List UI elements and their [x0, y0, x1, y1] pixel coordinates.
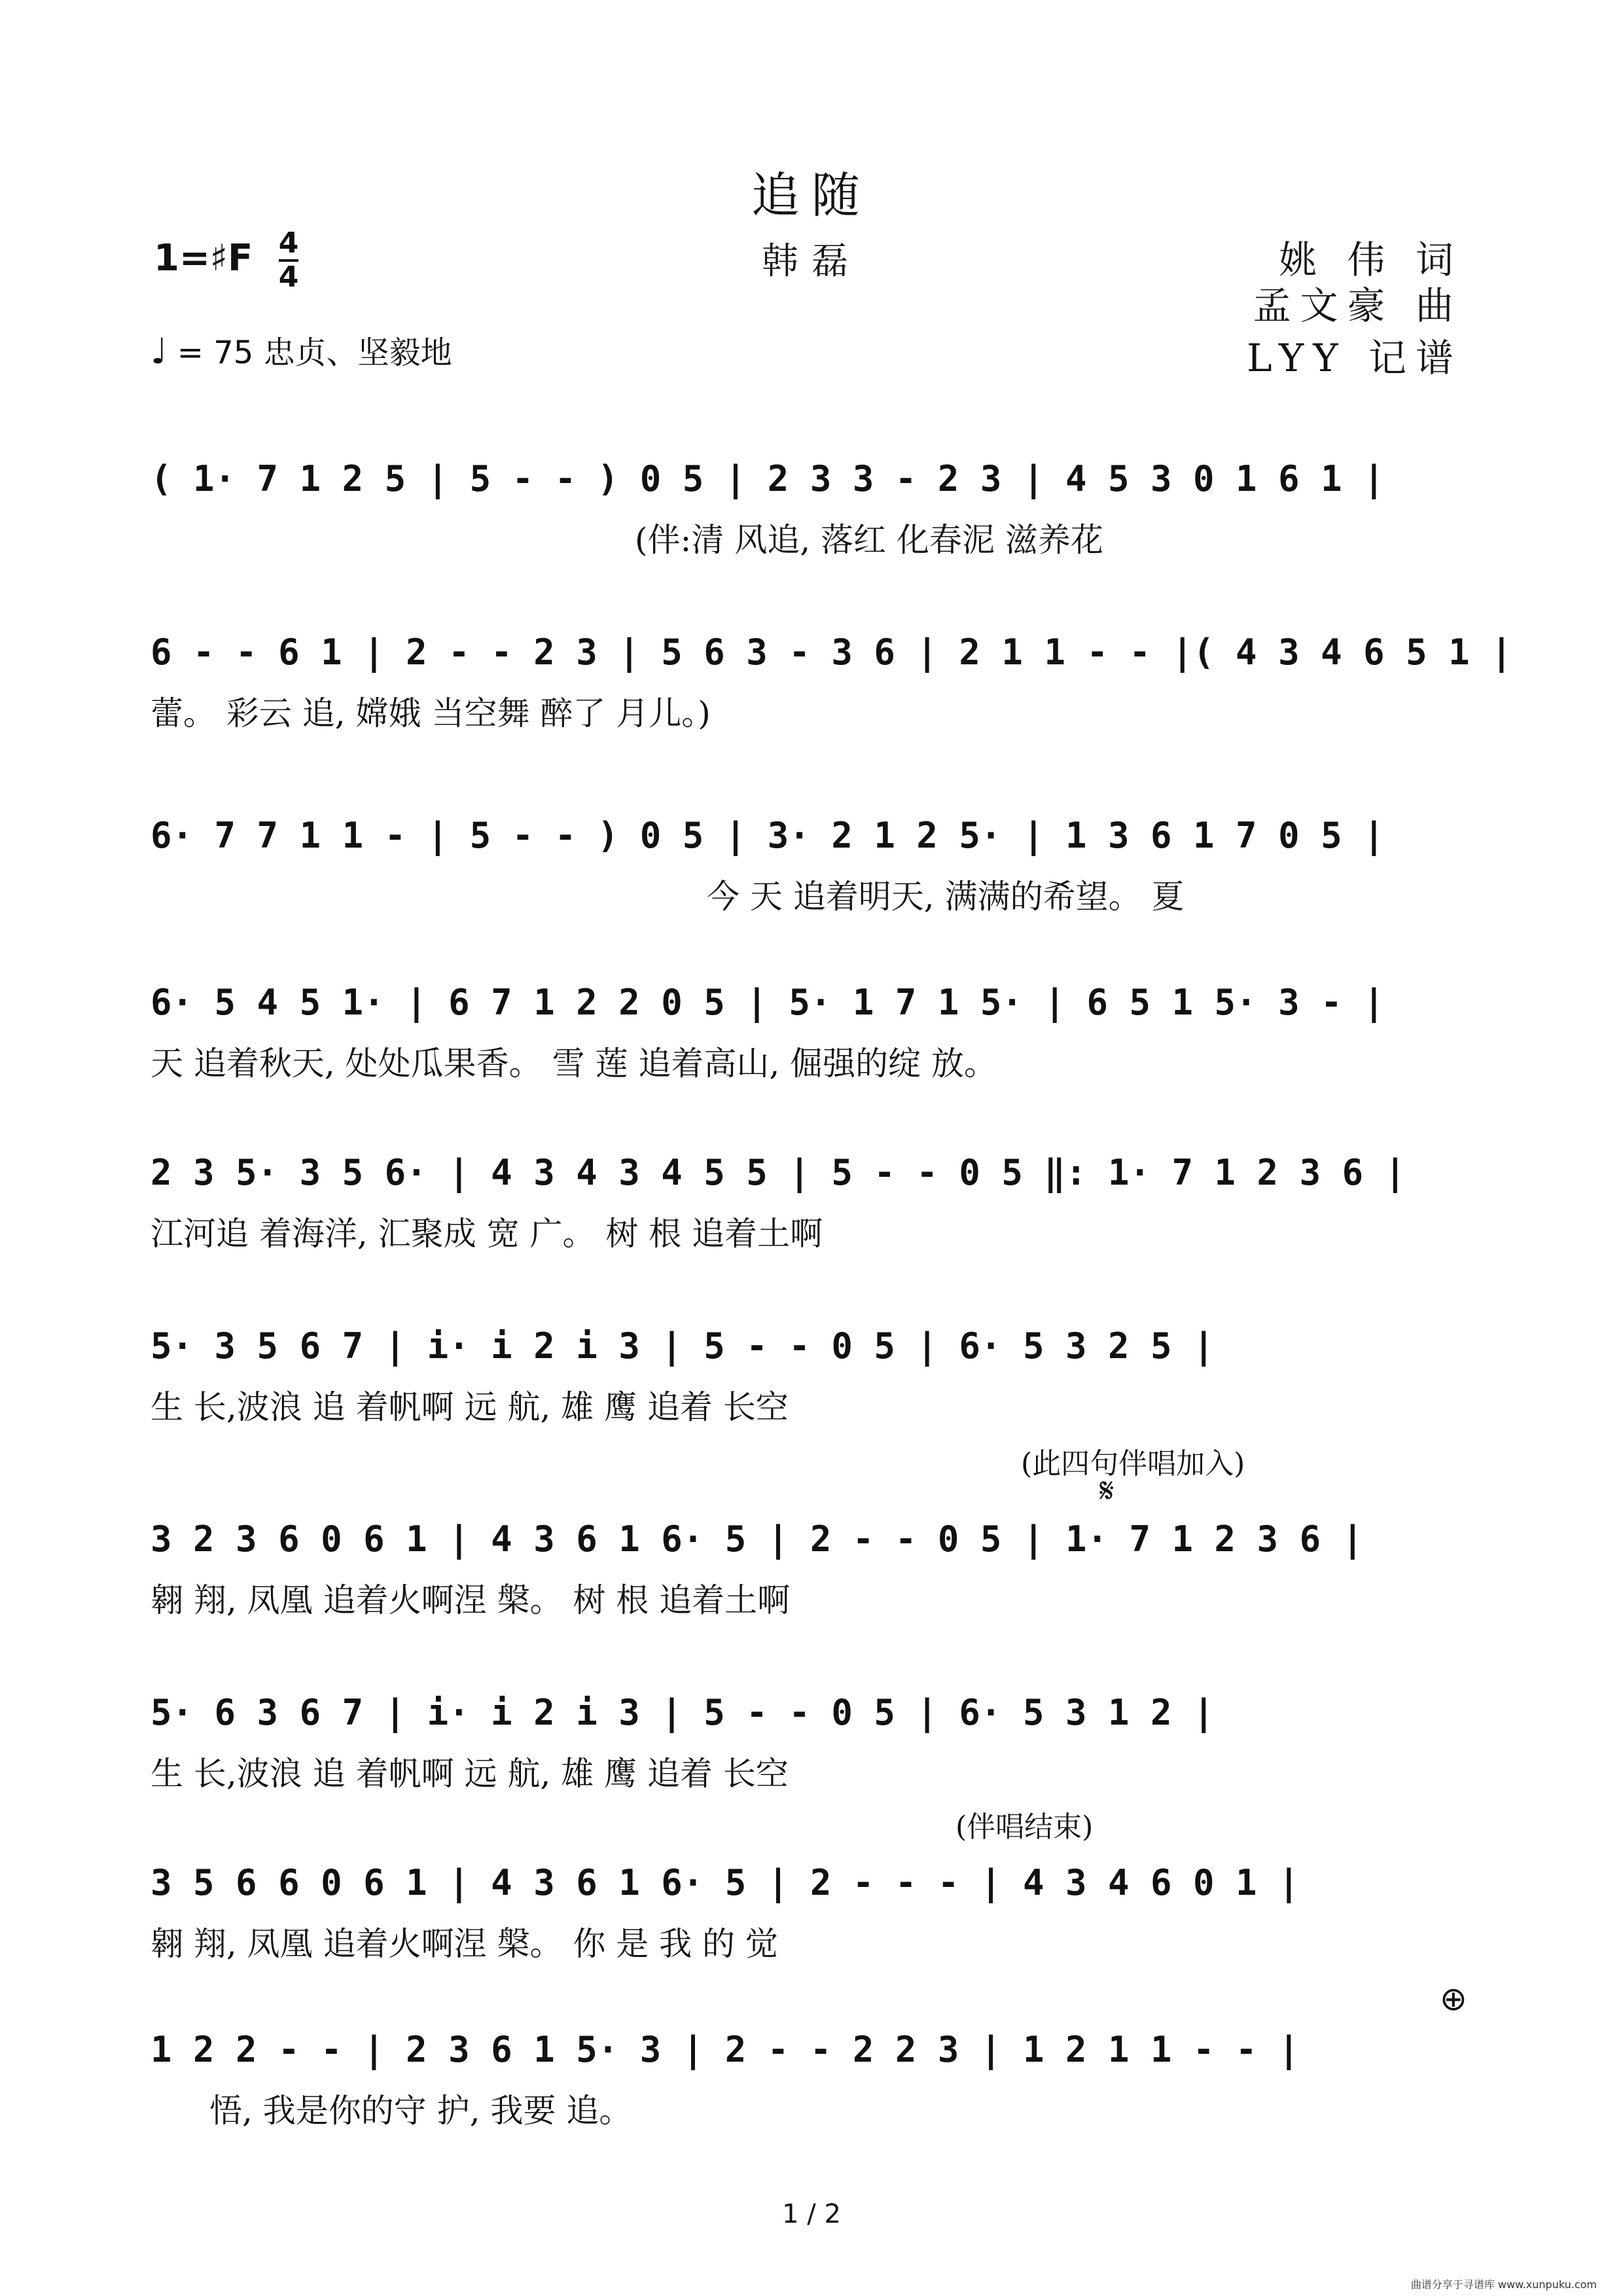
- notation-line: ( 1· 7 1 2 5 | 5 - - ) 0 5 | 2 3 3 - 2 3 | 4 5 3 0 1 6 1 |: [151, 458, 1385, 499]
- lyric-line: (伴:清 风追, 落红 化春泥 滋养花: [635, 521, 1103, 559]
- footer-watermark: 曲谱分享于寻谱库 www.xunpuku.com: [1410, 2278, 1597, 2291]
- notation-line: 6· 7 7 1 1 - | 5 - - ) 0 5 | 3· 2 1 2 5· | 1 3 6 1 7 0 5 |: [151, 815, 1385, 856]
- score-row-4: [151, 982, 1479, 1085]
- tempo-marking: [151, 327, 452, 372]
- notation-line: 5· 3 5 6 7 | i· i 2 i 3 | 5 - - 0 5 | 6· 5 3 2 5 |: [151, 1325, 1215, 1367]
- time-top: 4: [278, 226, 299, 260]
- notation-line: 2 3 5· 3 5 6· | 4 3 4 3 4 5 5 | 5 - - 0 5 ‖: 1· 7 1 2 3 6 |: [151, 1152, 1406, 1193]
- tempo-text: = 75 忠贞、坚毅地: [177, 334, 452, 371]
- lyric-line: 蕾。 彩云 追, 嫦娥 当空舞 醉了 月儿。): [151, 694, 711, 732]
- notation-line: 3 5 6 6 0 6 1 | 4 3 6 1 6· 5 | 2 - - - | 4 3 4 6 0 1 |: [151, 1862, 1300, 1903]
- score-row-8: [151, 1692, 1479, 1795]
- coda-icon: ⊕: [1440, 1980, 1467, 2018]
- score-row-6: [151, 1325, 1479, 1428]
- transcriber-credit: LYY 记谱: [1247, 336, 1463, 380]
- time-bottom: 4: [278, 260, 299, 294]
- time-signature: [278, 226, 299, 294]
- key-signature: [154, 226, 299, 294]
- singer-name: 韩磊: [762, 240, 861, 283]
- chorus-entry-note: (此四句伴唱加入): [1021, 1447, 1245, 1480]
- lyric-line: 今 天 追着明天, 满满的希望。 夏: [707, 878, 1185, 916]
- score-row-3: [151, 815, 1479, 918]
- score-row-2: [151, 632, 1512, 734]
- lyric-line: 悟, 我是你的守 护, 我要 追。: [209, 2092, 632, 2130]
- score-row-10: [151, 2029, 1479, 2132]
- score-row-7: [151, 1518, 1479, 1621]
- lyric-line: 生 长,波浪 追 着帆啊 远 航, 雄 鹰 追着 长空: [151, 1388, 789, 1426]
- score-row-9: [151, 1862, 1479, 1965]
- page-number: 1 / 2: [782, 2199, 841, 2229]
- score-row-5: [151, 1152, 1479, 1255]
- lyric-line: 天 追着秋天, 处处瓜果香。 雪 莲 追着高山, 倔强的绽 放。: [151, 1045, 997, 1083]
- notation-line: 6 - - 6 1 | 2 - - 2 3 | 5 6 3 - 3 6 | 2 1 1 - - |( 4 3 4 6 5 1 |: [151, 632, 1512, 673]
- lyric-line: 翱 翔, 凤凰 追着火啊涅 槃。 你 是 我 的 觉: [151, 1925, 778, 1963]
- notation-line: 6· 5 4 5 1· | 6 7 1 2 2 0 5 | 5· 1 7 1 5· | 6 5 1 5· 3 - |: [151, 982, 1385, 1023]
- quarter-note-icon: ♩: [151, 331, 168, 372]
- notation-line: 1 2 2 - - | 2 3 6 1 5· 3 | 2 - - 2 2 3 | 1 2 1 1 - - |: [151, 2029, 1300, 2070]
- score-row-1: [151, 458, 1479, 561]
- composer-credit: 孟文豪 曲: [1253, 283, 1463, 328]
- segno-icon: 𝄋: [1099, 1471, 1115, 1511]
- notation-line: 3 2 3 6 0 6 1 | 4 3 6 1 6· 5 | 2 - - 0 5 | 1· 7 1 2 3 6 |: [151, 1518, 1364, 1560]
- notation-line: 5· 6 3 6 7 | i· i 2 i 3 | 5 - - 0 5 | 6· 5 3 1 2 |: [151, 1692, 1215, 1733]
- song-title: 追随: [751, 168, 872, 224]
- lyricist-credit: 姚 伟 词: [1279, 238, 1463, 282]
- lyric-line: 翱 翔, 凤凰 追着火啊涅 槃。 树 根 追着土啊: [151, 1581, 791, 1619]
- chorus-end-note: (伴唱结束): [955, 1810, 1094, 1844]
- lyric-line: 江河追 着海洋, 汇聚成 宽 广。 树 根 追着土啊: [151, 1215, 823, 1253]
- lyric-line: 生 长,波浪 追 着帆啊 远 航, 雄 鹰 追着 长空: [151, 1755, 789, 1793]
- key-label: 1=♯F: [154, 237, 253, 280]
